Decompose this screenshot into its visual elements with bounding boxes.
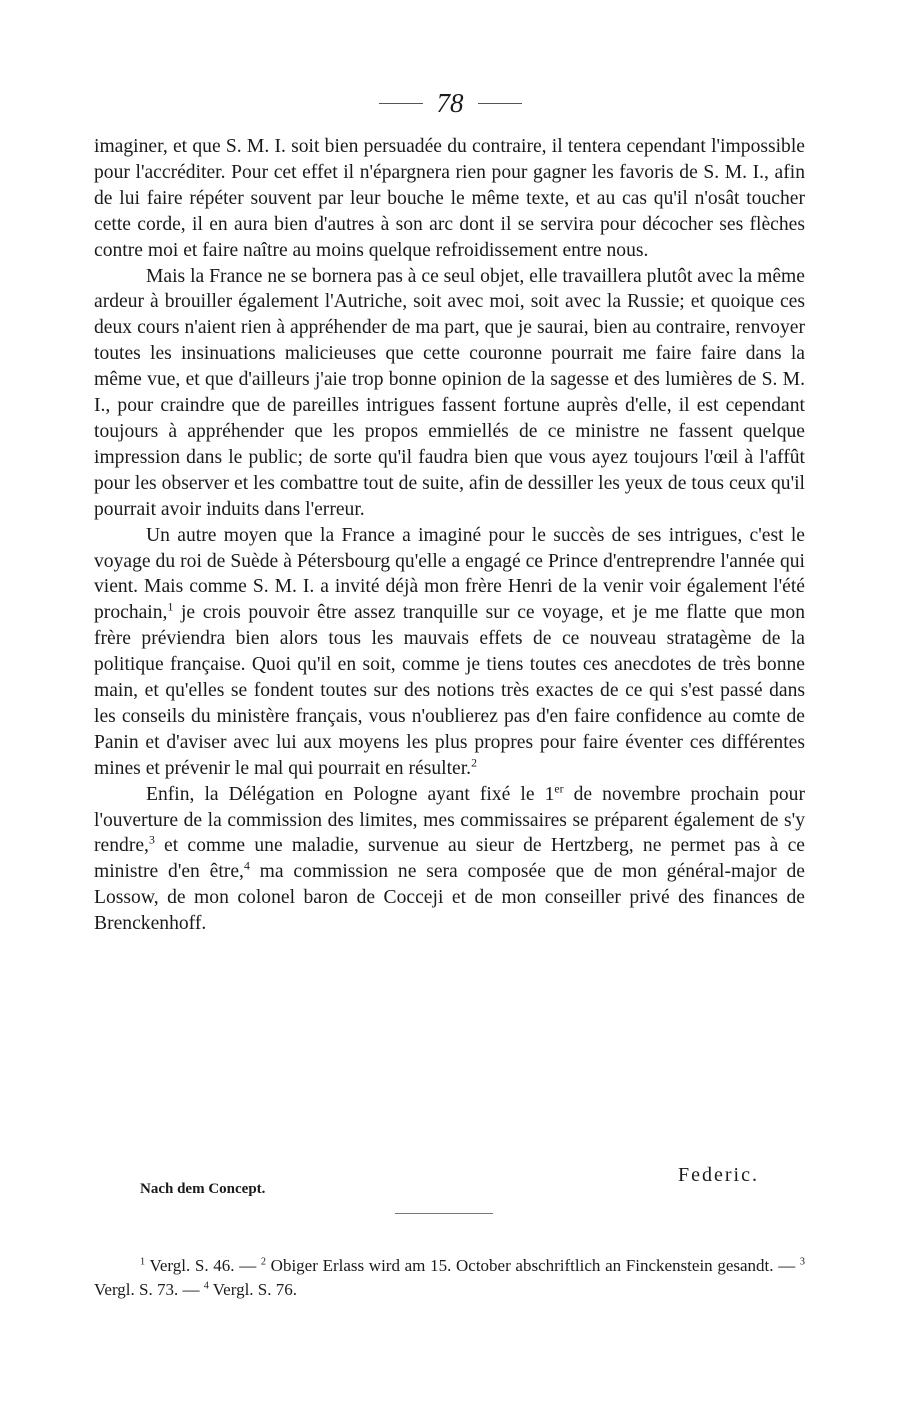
note-marker: er [554,782,564,796]
text-run: Un autre moyen que la France a imaginé pour le succès de ses intrigues, c'est le voyage du roi de Suède à Pétersbourg qu'elle a engagé ce Prince d'entreprendre l'année qui vient. Mais comme S. M. I. a invité déjà mon frère Henri de la venir voir également l'été prochain, [94,524,805,624]
text-run: Vergl. S. 46. — [145,1256,261,1275]
note-marker: 3 [148,833,155,847]
text-run: et comme une maladie, survenue au sieur de Hertzberg, ne permet pas à ce ministre d'en être, [94,835,805,883]
note-marker: 1 [140,1256,146,1268]
note-marker: 4 [203,1280,209,1292]
footnotes [94,1254,805,1302]
text-run: Obiger Erlass wird am 15. October abschriftlich an Finckenstein gesandt. — [266,1256,800,1275]
page-header [0,88,900,119]
paragraph [94,134,805,264]
note-marker: 2 [260,1256,266,1268]
page-number: 78 [436,88,464,118]
footnote-line [94,1254,805,1302]
text-run: Vergl. S. 73. — [94,1280,204,1299]
note-marker: 3 [799,1256,805,1268]
note-marker: 4 [243,859,250,873]
text-run: de novembre prochain pour l'ouverture de la commission des limites, mes commissaires se préparent également de s'y rendre, [94,783,805,857]
text-run: imaginer, et que S. M. I. soit bien persuadée du contraire, il tentera cependant l'impossible pour l'accréditer. Pour cet effet il n'épargnera rien pour gagner les favoris de S. M. I., afin de lui faire répéter souvent par leur bouche le même texte, et au cas qu'il n'osât toucher cette corde, il en aura bien d'autres à son arc dont il se servira pour décocher ses flèches contre moi et faire naître au moins quelque refroidissement entre nous. [94,136,805,261]
text-run: Enfin, la Délégation en Pologne ayant fixé le 1 [146,783,555,805]
text-run: je crois pouvoir être assez tranquille sur ce voyage, et je me flatte que mon frère préviendra bien alors tous les mauvais effets de ce nouveau stratagème de la politique française. Quoi qu'il en soit, comme je tiens toutes ces anecdotes de très bonne main, et qu'elles se fondent toutes sur des notions très exactes de ce qui s'est passé dans les conseils du ministère français, vous n'oublierez pas d'en faire confidence au comte de Panin et d'aviser avec lui aux moyens les plus propres pour faire éventer ces différentes mines et prévenir le mal qui pourrait en résulter. [94,602,805,779]
header-rule-right [478,103,522,104]
text-run: ma commission ne sera composée que de mon général-major de Lossow, de mon colonel baron de Cocceji et de mon conseiller privé des finances de Brenckenhoff. [94,861,805,935]
text-run: Mais la France ne se bornera pas à ce seul objet, elle travaillera plutôt avec la même ardeur à brouiller également l'Autriche, soit avec moi, soit avec la Russie; et quoique ces deux cours n'aient rien à appréhender de ma part, que je saurai, bien au contraire, renvoyer toutes les insinuations malicieuses que cette couronne pourrait me faire faire dans la même vue, et que d'ailleurs j'aie trop bonne opinion de la sagesse et des lumières de S. M. I., pour craindre que de pareilles intrigues fassent fortune auprès d'elle, il est cependant toujours à appréhender que les propos emmiellés de ce ministre ne fassent quelque impression dans le public; de sorte qu'il faudra bien que vous ayez toujours l'œil à l'affût pour les observer et les combattre tout de suite, afin de dessiller les yeux de tous ceux qu'il pourrait avoir induits dans l'erreur. [94,265,805,520]
letter-body [94,134,805,937]
note-marker: 2 [471,756,477,770]
paragraph [94,264,805,523]
text-run: Vergl. S. 76. [208,1280,297,1299]
paragraph [94,782,805,937]
note-marker: 1 [167,600,174,614]
footnote-separator [395,1213,493,1214]
paragraph [94,523,805,782]
source-note: Nach dem Concept. [140,1181,266,1197]
signature: Federic. [678,1164,759,1186]
header-rule-left [379,103,423,104]
